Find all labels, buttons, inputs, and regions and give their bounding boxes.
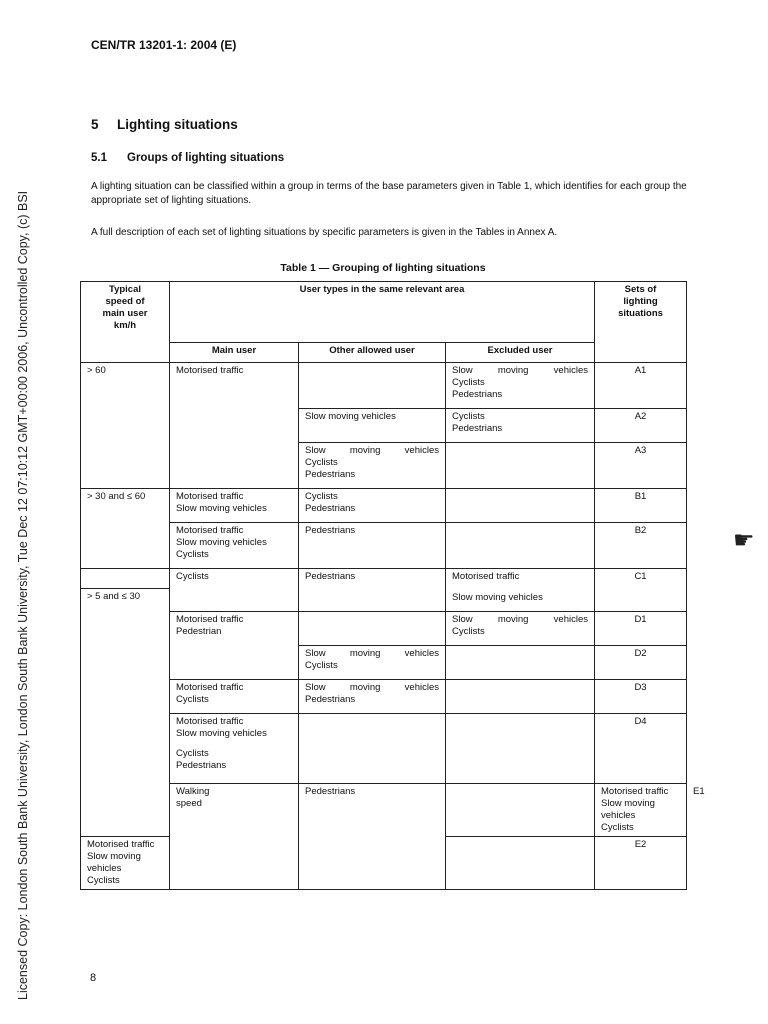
document-header: CEN/TR 13201-1: 2004 (E) (91, 38, 237, 52)
subsection-heading (91, 152, 284, 164)
other-user-cell: Motorised traffic Slow moving vehicles Cyclists (81, 837, 170, 890)
main-user-cell: Motorised traffic Slow moving vehicles Cyclists (170, 523, 299, 569)
excluded-cell: Motorised traffic Slow moving vehicles (446, 569, 595, 612)
other-user-cell: Pedestrians (299, 523, 446, 569)
speed-cell-empty (81, 569, 170, 589)
section-number: 5 (91, 117, 99, 132)
speed-cell: > 60 (81, 363, 170, 489)
main-user-header: Main user (170, 343, 299, 363)
other-user-cell (446, 784, 595, 837)
subsection-title: Groups of lighting situations (127, 152, 285, 164)
excluded-cell (446, 646, 595, 680)
set-cell: A2 (595, 409, 687, 443)
other-user-cell: Cyclists Pedestrians (299, 489, 446, 523)
speed-cell: > 5 and ≤ 30 (81, 589, 170, 837)
table-row (81, 489, 687, 523)
table-row (81, 523, 687, 569)
other-user-cell (299, 714, 446, 784)
excluded-cell (446, 523, 595, 569)
subsection-number: 5.1 (91, 152, 107, 164)
sets-header: Sets of lighting situations (595, 282, 687, 363)
set-cell: C1 (595, 569, 687, 612)
table-row (81, 363, 687, 409)
table-row (81, 612, 687, 646)
table-row (81, 714, 687, 784)
set-cell: B1 (595, 489, 687, 523)
section-heading (91, 117, 238, 132)
other-user-cell: Pedestrians (299, 569, 446, 612)
main-user-cell: Pedestrians (299, 784, 446, 890)
excluded-cell: Motorised traffic Slow moving vehicles Cyclists (595, 784, 687, 837)
excluded-cell (446, 714, 595, 784)
table-row (81, 569, 687, 589)
excluded-cell (446, 489, 595, 523)
main-user-cell: Motorised traffic Slow moving vehicles (170, 489, 299, 523)
excluded-cell: Slow moving vehicles Cyclists Pedestrians (446, 363, 595, 409)
set-cell: B2 (595, 523, 687, 569)
excluded-cell (446, 443, 595, 489)
set-cell: A3 (595, 443, 687, 489)
paragraph-annex: A full description of each set of lighting situations by specific parameters is given in the Tables in Annex A. (91, 227, 558, 238)
speed-cell: > 30 and ≤ 60 (81, 489, 170, 569)
excluded-header: Excluded user (446, 343, 595, 363)
page-number: 8 (90, 972, 97, 984)
license-watermark: Licensed Copy: London South Bank University, London South Bank University, Tue Dec 12 07:10:12 GMT+00:00 2006, Uncontrolled Copy, (c) BSI (16, 190, 30, 1000)
set-cell: D3 (595, 680, 687, 714)
table-title: Table 1 — Grouping of lighting situations (280, 262, 486, 274)
paragraph-intro: A lighting situation can be classified within a group in terms of the base parameters given in Table 1, which identifies for each group the appropriate set of lighting situations. (91, 181, 687, 206)
excluded-cell (446, 837, 595, 890)
main-user-cell: Motorised traffic Cyclists (170, 680, 299, 714)
excluded-cell: Cyclists Pedestrians (446, 409, 595, 443)
speed-header: Typical speed of main user km/h (81, 282, 170, 363)
main-user-cell: Motorised traffic Pedestrian (170, 612, 299, 680)
other-user-cell: Slow moving vehicles Cyclists Pedestrians (299, 443, 446, 489)
other-user-cell: Slow moving vehicles Cyclists (299, 646, 446, 680)
main-user-cell: Cyclists (170, 569, 299, 612)
excluded-cell: Slow moving vehicles Cyclists (446, 612, 595, 646)
set-cell: D2 (595, 646, 687, 680)
other-user-cell (299, 363, 446, 409)
other-allowed-header: Other allowed user (299, 343, 446, 363)
other-user-cell: Slow moving vehicles (299, 409, 446, 443)
main-user-cell: Motorised traffic Slow moving vehicles Cyclists Pedestrians (170, 714, 299, 784)
other-user-cell (299, 612, 446, 646)
other-user-cell: Slow moving vehicles Pedestrians (299, 680, 446, 714)
user-types-header: User types in the same relevant area (170, 282, 595, 343)
pointing-hand-icon: ☛ (733, 526, 755, 554)
lighting-groups-table (80, 281, 705, 890)
set-cell: A1 (595, 363, 687, 409)
main-user-cell: Motorised traffic (170, 363, 299, 489)
section-title: Lighting situations (117, 117, 238, 132)
excluded-cell (446, 680, 595, 714)
set-cell: E2 (595, 837, 687, 890)
set-cell: D1 (595, 612, 687, 646)
speed-cell: Walking speed (170, 784, 299, 890)
set-cell: D4 (595, 714, 687, 784)
table-row (81, 680, 687, 714)
table-row: Walking speed Pedestrians Motorised traffic Slow moving vehicles Cyclists E1 (81, 784, 687, 837)
